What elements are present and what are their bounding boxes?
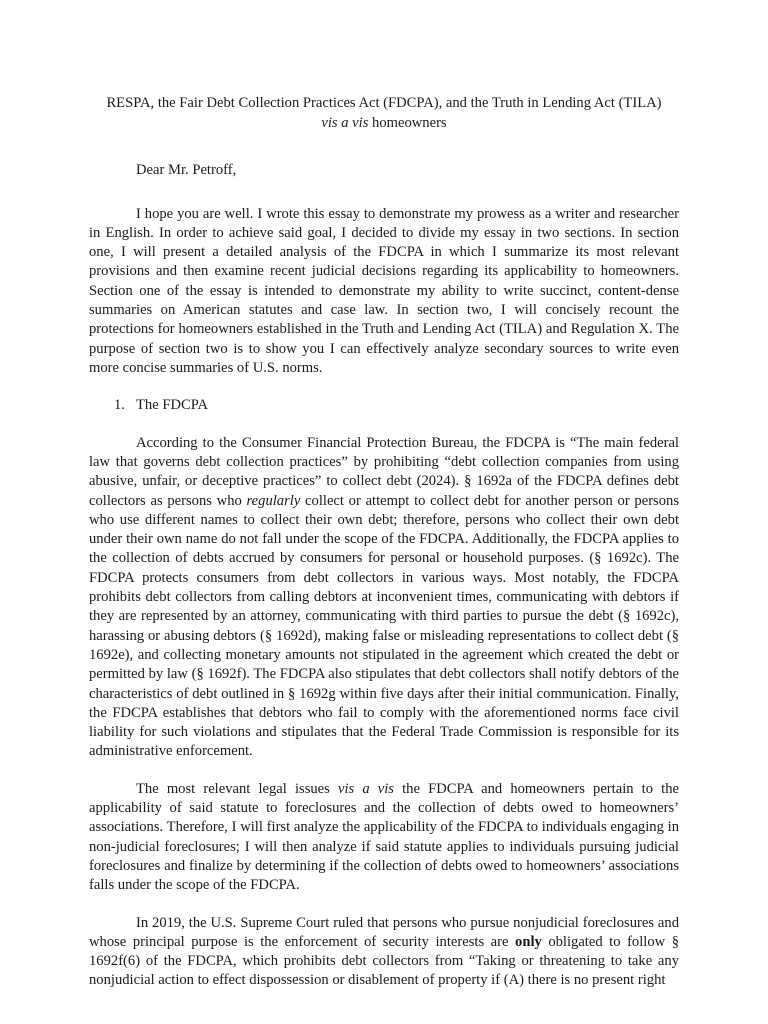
paragraph-text: collect or attempt to collect debt for another person or persons who use different names to collect their own debt; therefore, persons who collect their own debt under their own name do not fall under the scope of the FDCPA. Additionally, the FDCPA applies to the collection of debts accrued by consumers for personal or household purposes. (§ 1692c). The FDCPA protects consumers from debt collectors in various ways. Most notably, the FDCPA prohibits debt collectors from calling debtors at inconvenient times, communicating with debtors if they are represented by an attorney, communicating with third parties to pursue the debt (§ 1692c), harassing or abusing debtors (§ 1692d), making false or misleading representations to collect debt (§ 1692e), and collecting monetary amounts not stipulated in the agreement which created the debt or permitted by law (§ 1692f). The FDCPA also stipulates that debt collectors shall notify debtors of the characteristics of debt outlined in § 1692g within five days after their initial communication. Finally, the FDCPA establishes that debtors who fail to comply with the aforementioned norms face civil liability for such violations and stipulates that the Federal Trade Commission is responsible for its administrative enforcement. xyxy=(89,492,680,760)
paragraph-text: the FDCPA and homeowners pertain to the applicability of said statute to foreclosures and the collection of debts owed to homeowners’ associations. Therefore, I will first analyze the applicability of the FDCPA to individuals engaging in non-judicial foreclosures; I will then analyze if said statute applies to individuals pursuing judicial foreclosures and finalize by determining if the collection of debts owed to homeowners’ associations falls under the scope of the FDCPA. xyxy=(89,780,679,894)
title-line-2 xyxy=(89,113,679,133)
paragraph-text: According to the Consumer Financial Protection Bureau, the FDCPA is “The main federal law that governs debt collection practices” by prohibiting “debt collection companies from using abusive, unfair, or deceptive practices” to collect debt (2024). § 1692a of the FDCPA defines debt collectors as persons who xyxy=(89,434,679,509)
paragraph-text: In 2019, the U.S. Supreme Court ruled that persons who pursue nonjudicial foreclosures and whose principal purpose is the enforcement of security interests are xyxy=(89,914,679,950)
section-title: The FDCPA xyxy=(136,397,209,414)
italic-term: vis a vis xyxy=(337,780,394,797)
salutation: Dear Mr. Petroff, xyxy=(136,162,237,178)
section-number: 1. xyxy=(114,397,125,414)
title-line-1: RESPA, the Fair Debt Collection Practices Act (FDCPA), and the Truth in Lending Act (TILA) xyxy=(106,95,662,111)
paragraph-text: obligated to follow § 1692f(6) of the FDCPA, which prohibits debt collectors from “Taking or threatening to take any nonjudicial action to effect dispossession or disablement of property if (A) there is no present right xyxy=(89,933,680,989)
fdcpa-overview-paragraph xyxy=(89,434,679,762)
section-heading xyxy=(89,396,679,416)
document-title xyxy=(89,93,679,133)
title-line-2-rest: homeowners xyxy=(368,115,447,131)
intro-paragraph: I hope you are well. I wrote this essay to demonstrate my prowess as a writer and researcher in English. In order to achieve said goal, I decided to divide my essay in two sections. In section one, I will present a detailed analysis of the FDCPA in which I summarize its most relevant provisions and then examine recent judicial decisions regarding its applicability to homeowners. Section one of the essay is intended to demonstrate my ability to write succinct, content-dense summaries on American statutes and case law. In section two, I will concisely recount the protections for homeowners established in the Truth and Lending Act (TILA) and Regulation X. The purpose of section two is to show you I can effectively analyze secondary sources to write even more concise summaries of U.S. norms. xyxy=(89,205,679,376)
supreme-court-paragraph xyxy=(89,914,679,991)
bold-term: only xyxy=(515,933,542,950)
italic-term: regularly xyxy=(246,492,301,509)
legal-issues-paragraph xyxy=(89,780,679,896)
title-italic-phrase: vis a vis xyxy=(321,115,369,131)
paragraph-text: The most relevant legal issues xyxy=(136,780,338,797)
